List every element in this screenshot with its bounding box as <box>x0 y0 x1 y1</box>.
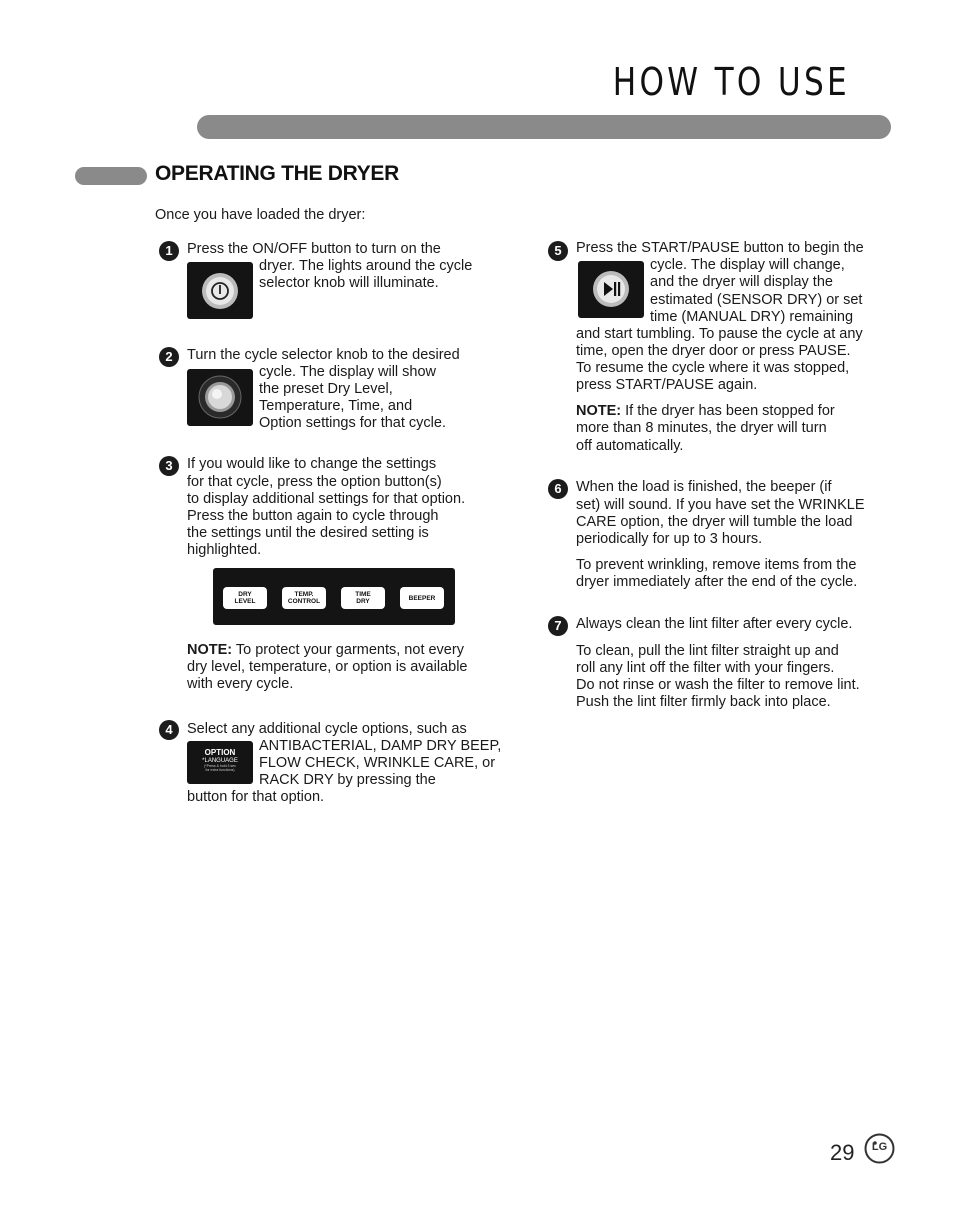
step-1-line: dryer. The lights around the cycle <box>259 258 473 274</box>
step-4-badge: 4 <box>159 720 179 740</box>
note-2-line <box>576 403 835 420</box>
step-5-line: time, open the dryer door or press PAUSE. <box>576 343 851 359</box>
step-5-badge: 5 <box>548 241 568 261</box>
step-7-line: Always clean the lint filter after every cycle. <box>576 616 853 632</box>
time-dry-button <box>341 587 385 609</box>
step-1-badge: 1 <box>159 241 179 261</box>
step-2-line: Option settings for that cycle. <box>259 415 446 431</box>
step-5-line: and the dryer will display the <box>650 274 833 290</box>
power-button-image <box>187 262 253 319</box>
step-6-line: periodically for up to 3 hours. <box>576 531 763 547</box>
option-fine: for extra functions) <box>205 768 235 772</box>
note-1-line: with every cycle. <box>187 676 294 692</box>
step-1-line: selector knob will illuminate. <box>259 275 439 291</box>
note-text: To protect your garments, not every <box>232 642 464 658</box>
button-label: DRY <box>238 591 252 598</box>
note-1-line <box>187 642 464 659</box>
step-4-line: Select any additional cycle options, such as <box>187 721 467 737</box>
step-3-line: Press the button again to cycle through <box>187 508 439 524</box>
note-label: NOTE: <box>576 403 622 419</box>
step-2-badge: 2 <box>159 347 179 367</box>
button-label: TIME <box>355 591 371 598</box>
option-fine: (*Press & hold 3 sec <box>204 764 236 768</box>
step-5-line: To resume the cycle where it was stopped, <box>576 360 850 376</box>
step-5-line: estimated (SENSOR DRY) or set <box>650 292 863 308</box>
step-6-line: To prevent wrinkling, remove items from the <box>576 557 857 573</box>
step-4-line: FLOW CHECK, WRINKLE CARE, or <box>259 755 496 771</box>
power-icon <box>187 262 253 319</box>
step-5-line: Press the START/PAUSE button to begin the <box>576 240 864 256</box>
step-7-line: roll any lint off the filter with your fingers. <box>576 660 835 676</box>
button-label: TEMP. <box>294 591 314 598</box>
step-4-line: ANTIBACTERIAL, DAMP DRY BEEP, <box>259 738 502 754</box>
dry-level-button <box>223 587 267 609</box>
step-6-line: set) will sound. If you have set the WRINKLE <box>576 497 865 513</box>
step-6-line: dryer immediately after the end of the cycle. <box>576 574 858 590</box>
lg-logo-text: LG <box>871 1141 888 1153</box>
step-7-line: Push the lint filter firmly back into place. <box>576 694 831 710</box>
step-5-line: time (MANUAL DRY) remaining <box>650 309 854 325</box>
step-3-line: for that cycle, press the option button(s) <box>187 474 442 490</box>
chapter-title: HOW TO USE <box>612 60 850 104</box>
step-3-line: highlighted. <box>187 542 262 558</box>
button-label: BEEPER <box>408 594 436 602</box>
note-text: If the dryer has been stopped for <box>621 403 835 419</box>
step-6-line: When the load is finished, the beeper (if <box>576 479 832 495</box>
button-label: CONTROL <box>287 598 321 605</box>
button-label: DRY <box>356 598 370 605</box>
play-pause-icon <box>578 261 644 318</box>
button-label: LEVEL <box>234 598 256 605</box>
cycle-knob-icon <box>187 369 253 426</box>
step-2-line: Temperature, Time, and <box>259 398 413 414</box>
step-2-line: cycle. The display will show <box>259 364 437 380</box>
step-3-line: to display additional settings for that option. <box>187 491 466 507</box>
step-2-line: the preset Dry Level, <box>259 381 393 397</box>
option-title: OPTION <box>204 748 236 757</box>
lg-logo-icon <box>864 1133 895 1164</box>
step-2-line: Turn the cycle selector knob to the desired <box>187 347 460 363</box>
section-marker <box>75 167 147 185</box>
step-4-line: RACK DRY by pressing the <box>259 772 436 788</box>
step-3-line: the settings until the desired setting is <box>187 525 429 541</box>
note-label: NOTE: <box>187 642 233 658</box>
note-1-line: dry level, temperature, or option is available <box>187 659 468 675</box>
step-5-line: cycle. The display will change, <box>650 257 845 273</box>
step-5-line: and start tumbling. To pause the cycle at any <box>576 326 863 342</box>
section-title: OPERATING THE DRYER <box>155 162 399 185</box>
page-number: 29 <box>830 1140 855 1165</box>
step-3-badge: 3 <box>159 456 179 476</box>
cycle-knob-image <box>187 369 253 426</box>
step-6-line: CARE option, the dryer will tumble the load <box>576 514 853 530</box>
option-button-image <box>187 741 253 784</box>
intro-text: Once you have loaded the dryer: <box>155 207 366 223</box>
header-bar <box>197 115 891 139</box>
step-7-line: To clean, pull the lint filter straight up and <box>576 643 839 659</box>
step-3-line: If you would like to change the settings <box>187 456 437 472</box>
step-7-badge: 7 <box>548 616 568 636</box>
start-pause-button-image <box>578 261 644 318</box>
step-5-line: press START/PAUSE again. <box>576 377 758 393</box>
option-buttons-panel <box>213 568 455 625</box>
step-4-line: button for that option. <box>187 789 325 805</box>
note-2-line: more than 8 minutes, the dryer will turn <box>576 420 827 436</box>
note-2-line: off automatically. <box>576 438 684 454</box>
step-1-line: Press the ON/OFF button to turn on the <box>187 241 441 257</box>
option-sub: *LANGUAGE <box>202 758 238 764</box>
step-6-badge: 6 <box>548 479 568 499</box>
temp-control-button <box>282 587 326 609</box>
step-7-line: Do not rinse or wash the filter to remove lint. <box>576 677 860 693</box>
beeper-button <box>400 587 444 609</box>
